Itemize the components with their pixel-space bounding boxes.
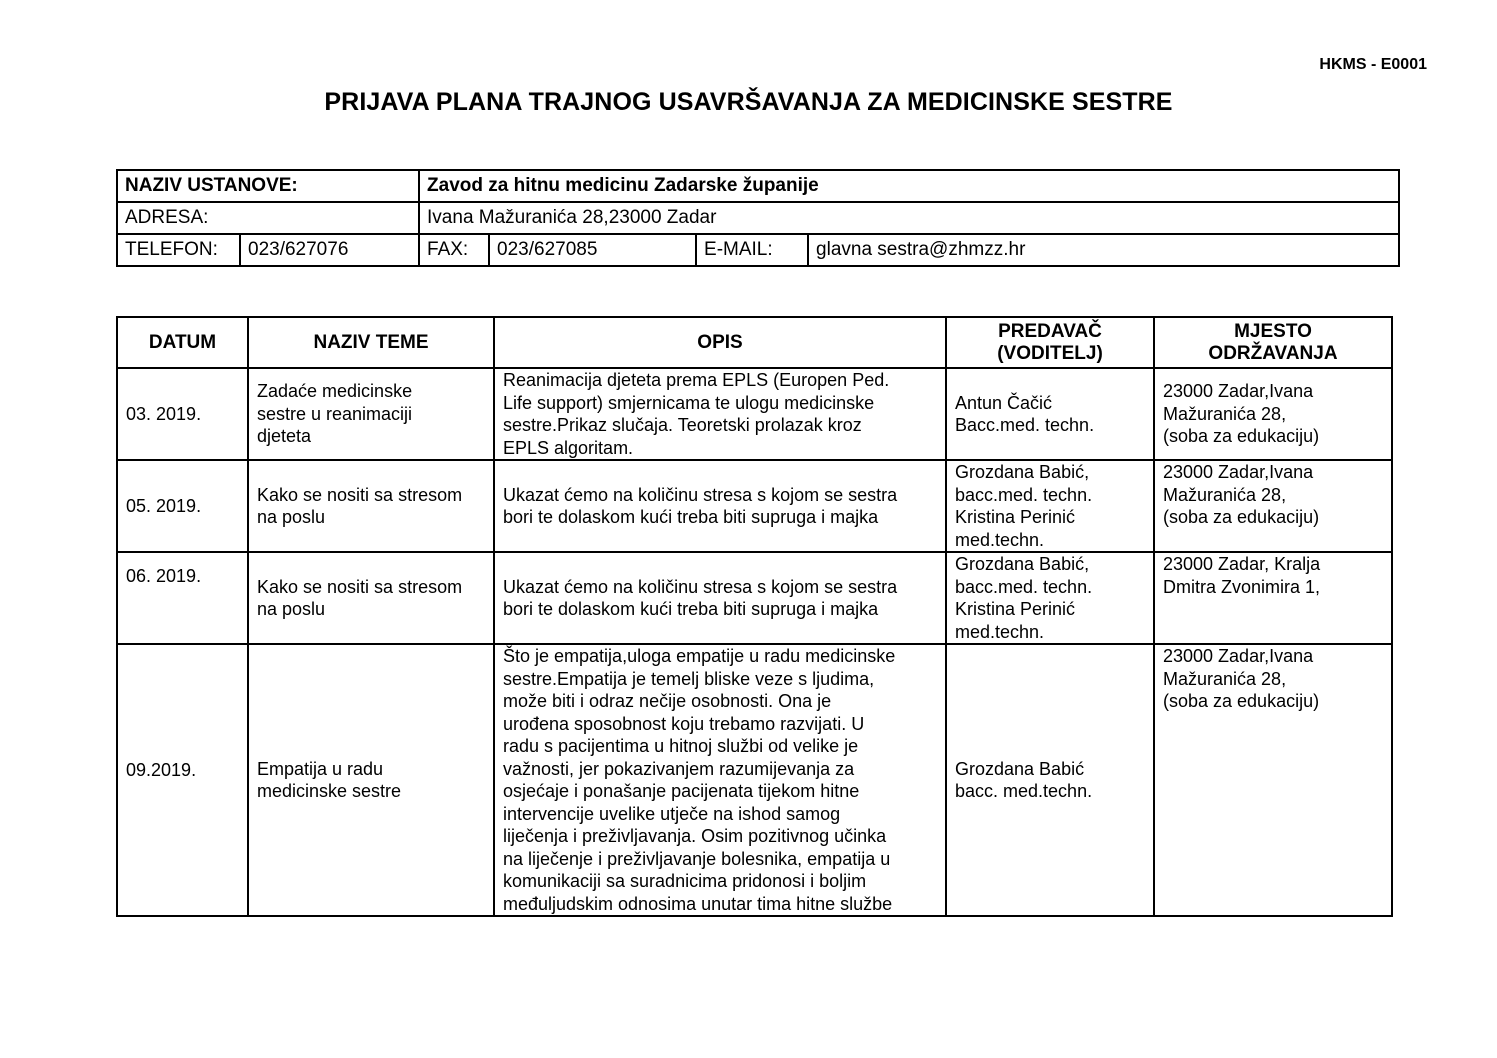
row-location: 23000 Zadar, Kralja Dmitra Zvonimira 1, xyxy=(1154,552,1392,644)
row-topic: Kako se nositi sa stresom na poslu xyxy=(248,552,494,644)
address-row xyxy=(117,202,1399,234)
plan-header-row xyxy=(117,317,1392,368)
address-value: Ivana Mažuranića 28,23000 Zadar xyxy=(419,202,1399,234)
institution-name-label: NAZIV USTANOVE: xyxy=(117,170,419,202)
row-location: 23000 Zadar,Ivana Mažuranića 28, (soba za edukaciju) xyxy=(1154,644,1392,916)
contact-row xyxy=(117,234,1399,266)
institution-name-row xyxy=(117,170,1399,202)
header-date: DATUM xyxy=(117,317,248,368)
row-topic: Zadaće medicinske sestre u reanimaciji djeteta xyxy=(248,368,494,460)
row-description: Što je empatija,uloga empatije u radu medicinske sestre.Empatija je temelj bliske veze s ljudima, može biti i odraz nečije osobnosti. Ona je urođena sposobnost koju trebamo razvijati. U radu s pacijentima u hitnoj službi od velike je važnosti, jer pokazivanjem razumijevanja za osjećaje i ponašanje pacijenata tijekom hitne intervencije uvelike utječe na ishod samog liječenja i preživljavanja. Osim pozitivnog učinka na liječenje i preživljavanje bolesnika, empatija u komunikaciji sa suradnicima pridonosi i boljim međuljudskim odnosima unutar tima hitne službe xyxy=(494,644,946,916)
form-code: HKMS - E0001 xyxy=(1319,56,1427,73)
row-date: 03. 2019. xyxy=(117,368,248,460)
fax-label: FAX: xyxy=(419,234,489,266)
email-value: glavna sestra@zhmzz.hr xyxy=(808,234,1399,266)
row-lecturer: Grozdana Babić, bacc.med. techn. Kristina Perinić med.techn. xyxy=(946,552,1154,644)
header-description: OPIS xyxy=(494,317,946,368)
row-lecturer: Antun Čačić Bacc.med. techn. xyxy=(946,368,1154,460)
row-date: 09.2019. xyxy=(117,644,248,916)
institution-name-value: Zavod za hitnu medicinu Zadarske županije xyxy=(419,170,1399,202)
row-description: Ukazat ćemo na količinu stresa s kojom se sestra bori te dolaskom kući treba biti supruga i majka xyxy=(494,552,946,644)
table-row xyxy=(117,552,1392,644)
row-description: Ukazat ćemo na količinu stresa s kojom se sestra bori te dolaskom kući treba biti supruga i majka xyxy=(494,460,946,552)
page-title: PRIJAVA PLANA TRAJNOG USAVRŠAVANJA ZA MEDICINSKE SESTRE xyxy=(324,88,1173,116)
row-date: 06. 2019. xyxy=(117,552,248,644)
row-location: 23000 Zadar,Ivana Mažuranića 28, (soba za edukaciju) xyxy=(1154,460,1392,552)
row-topic: Kako se nositi sa stresom na poslu xyxy=(248,460,494,552)
email-label: E-MAIL: xyxy=(696,234,808,266)
table-row xyxy=(117,368,1392,460)
row-description: Reanimacija djeteta prema EPLS (Europen Ped. Life support) smjernicama te ulogu medicinske sestre.Prikaz slučaja. Teoretski prolazak kroz EPLS algoritam. xyxy=(494,368,946,460)
plan-table xyxy=(116,316,1393,917)
phone-value: 023/627076 xyxy=(240,234,419,266)
header-lecturer: PREDAVAČ (VODITELJ) xyxy=(946,317,1154,368)
row-lecturer: Grozdana Babić bacc. med.techn. xyxy=(946,644,1154,916)
fax-value: 023/627085 xyxy=(489,234,696,266)
row-topic: Empatija u radu medicinske sestre xyxy=(248,644,494,916)
header-topic: NAZIV TEME xyxy=(248,317,494,368)
header-location: MJESTO ODRŽAVANJA xyxy=(1154,317,1392,368)
row-date: 05. 2019. xyxy=(117,460,248,552)
table-row xyxy=(117,644,1392,916)
table-row xyxy=(117,460,1392,552)
row-location: 23000 Zadar,Ivana Mažuranića 28, (soba za edukaciju) xyxy=(1154,368,1392,460)
address-label: ADRESA: xyxy=(117,202,419,234)
phone-label: TELEFON: xyxy=(117,234,240,266)
row-lecturer: Grozdana Babić, bacc.med. techn. Kristina Perinić med.techn. xyxy=(946,460,1154,552)
institution-table xyxy=(116,169,1400,267)
